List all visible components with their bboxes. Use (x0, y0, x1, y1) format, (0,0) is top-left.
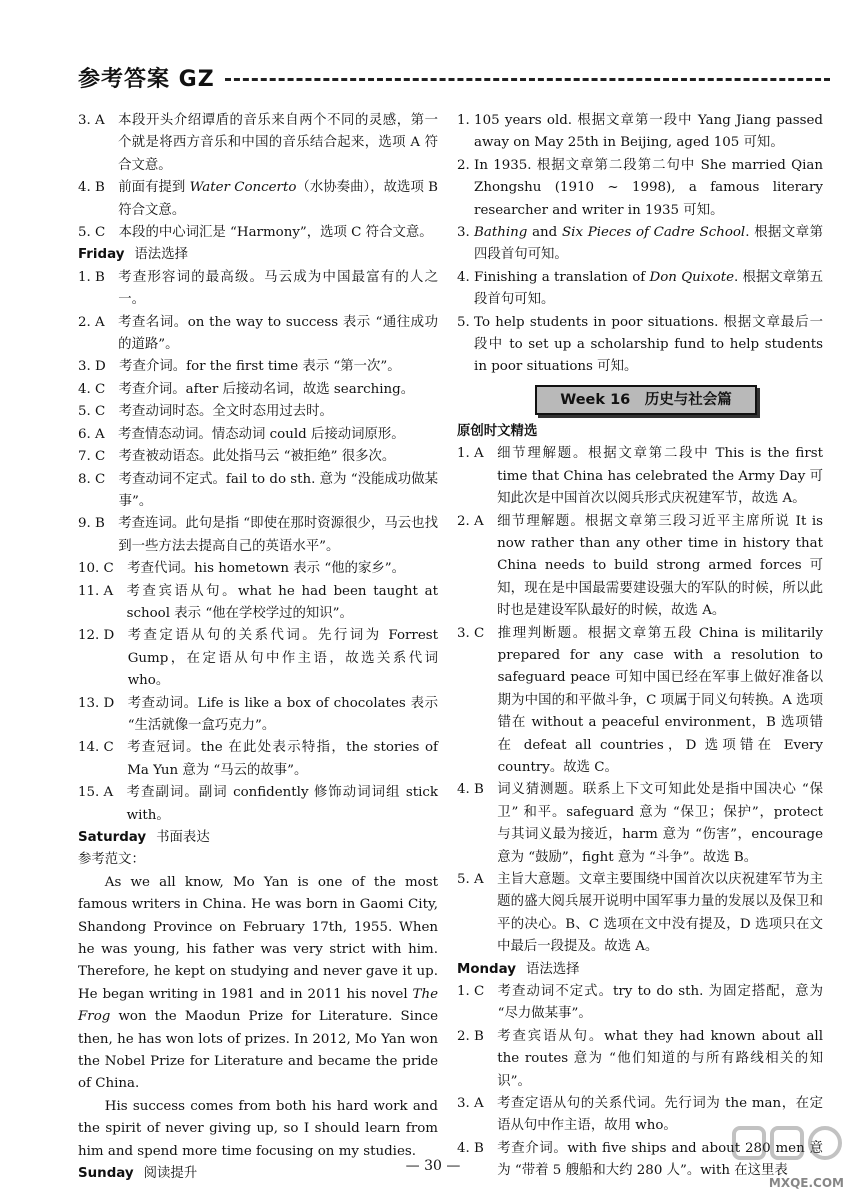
list-item: 5. To help students in poor situations. 根据文章最后一段中 to set up a scholarship fund to help students in poor situations 可知。 (457, 314, 823, 375)
section-heading-original: 原创时文精选 (457, 423, 538, 439)
list-item: 13. D 考查动词。Life is like a box of chocolates 表示 “生活就像一盒巧克力”。 (78, 695, 438, 733)
page-header (78, 62, 830, 92)
list-item: 3. Bathing and Six Pieces of Cadre School. 根据文章第四段首句可知。 (457, 225, 824, 263)
section-heading-sunday: Sunday 阅读提升 (78, 1166, 198, 1182)
left-column (78, 110, 438, 1186)
sample-label: 参考范文： (78, 852, 145, 868)
list-item: 1. C 考查动词不定式。try to do sth. 为固定搭配，意为 “尽力做某事”。 (457, 984, 823, 1022)
list-item: 4. B 考查介词。with five ships and about 280 men 意为 “带着 5 艘船和大约 280 人”。with 在这里表 (457, 1140, 823, 1179)
list-item: 14. C 考查冠词。the 在此处表示特指，the stories of Ma Yun 意为 “马云的故事”。 (78, 740, 438, 778)
section-heading-monday: Monday 语法选择 (457, 961, 580, 977)
list-item: 15. A 考查副词。副词 confidently 修饰动词词组 stick with。 (78, 785, 438, 823)
list-item: 3. A 考查定语从句的关系代词。先行词为 the man，在定语从句中作主语，故用 who。 (457, 1096, 823, 1134)
list-item: 11. A 考查宾语从句。what he had been taught at school 表示 “他在学校学过的知识”。 (78, 583, 438, 621)
section-heading-friday: Friday 语法选择 (78, 247, 188, 263)
list-item: 4. B 前面有提到 Water Concerto（水协奏曲），故选项 B 符合文意。 (78, 180, 438, 218)
list-item: 4. Finishing a translation of Don Quixote. 根据文章第五段首句可知。 (457, 269, 823, 308)
list-item: 2. A 细节理解题。根据文章第三段习近平主席所说 It is now rather than any other time in history that China needs to build strong armed forces 可知，现在是中国最需要建设强大的军队的时候，所以此时也是建设军队最好的时候，故选 A。 (457, 513, 823, 619)
reading-answers (457, 443, 823, 958)
list-item: 4. B 词义猜测题。联系上下文可知此处是指中国决心 “保卫” 和平。safeguard 意为 “保卫；保护”，protect 与其词义最为接近，harm 意为 “伤害”，encourage 意为 “鼓励”，fight 意为 “斗争”。故选 B。 (457, 782, 823, 865)
list-item: 1. 105 years old. 根据文章第一段中 Yang Jiang passed away on May 25th in Beijing, aged 105 可知。 (457, 113, 823, 151)
list-item: 3. A 本段开头介绍谭盾的音乐来自两个不同的灵感，第一个就是将西方音乐和中国的音乐结合起来，选项 A 符合文意。 (78, 113, 438, 173)
list-item: 2. In 1935. 根据文章第二段第二句中 She married Qian Zhongshu (1910 ~ 1998), a famous literary researcher and writer in 1935 可知。 (457, 157, 823, 218)
header-title: 参考答案 GZ (78, 66, 215, 92)
list-item: 1. A 细节理解题。根据文章第二段中 This is the first time that China has celebrated the Army Day 可知此次是中国首次以阅兵形式庆祝建军节，故选 A。 (457, 446, 823, 507)
right-column (457, 110, 823, 1183)
list-item: 5. C 考查动词时态。全文时态用过去时。 (78, 404, 333, 420)
list-item: 12. D 考查定语从句的关系代词。先行词为 Forrest Gump，在定语从句中作主语，故选关系代词 who。 (78, 628, 438, 689)
list-item: 9. B 考查连词。此句是指 “即使在那时资源很少，马云也找到一些方法去提高自己的英语水平”。 (78, 516, 438, 554)
list-item: 2. B 考查宾语从句。what they had known about all the routes 意为 “他们知道的与所有路线相关的知识”。 (457, 1028, 823, 1089)
page-number: — 30 — (405, 1158, 461, 1174)
list-item: 3. C 推理判断题。根据文章第五段 China is militarily prepared for any case with a resolution to safeguard peace 可知中国已经在军事上做好准备以期为中国的和平做斗争，C 项属于同义句转换。A 选项错在 without a peaceful environment，B 选项错在 defeat all countries，D 选项错在 Every country。故选 C。 (457, 625, 823, 775)
list-item: 8. C 考查动词不定式。fail to do sth. 意为 “没能成功做某事”。 (78, 471, 438, 509)
section-heading-saturday: Saturday 书面表达 (78, 830, 210, 845)
header-dashed-rule (225, 78, 830, 81)
essay-paragraph: As we all know, Mo Yan is one of the most famous writers in China. He was born in Gaomi City, Shandong Province on February 17th, 1955. When he was young, his father was very strict with him. Therefore, he kept on studying and never gave it up. He began writing in 1981 and in 2011 his novel The Frog won the Maodun Prize for Literature. Since then, he has won lots of prizes. In 2012, Mo Yan won the Nobel Prize for Literature and became the pride of China. (78, 874, 438, 1092)
watermark-text: MXQE.COM (768, 1176, 844, 1190)
week-banner (535, 385, 753, 415)
list-item: 5. C 本段的中心词汇是 “Harmony”，选项 C 符合文意。 (78, 225, 433, 241)
friday-answers (78, 267, 438, 827)
list-item: 1. B 考查形容词的最高级。马云成为中国最富有的人之一。 (78, 269, 438, 308)
week-banner-label: Week 16 历史与社会篇 (535, 385, 757, 415)
list-item: 4. C 考查介词。after 后接动名词，故选 searching。 (78, 381, 415, 397)
list-item: 2. A 考查名词。on the way to success 表示 “通往成功的道路”。 (78, 314, 438, 353)
list-item: 5. A 主旨大意题。文章主要围绕中国首次以庆祝建军节为主题的盛大阅兵展开说明中国军事力量的发展以及保卫和平的决心。B、C 选项在文中没有提及，D 选项只在文中最后一段提及。故选 A。 (457, 872, 823, 955)
list-item: 3. D 考查介词。for the first time 表示 “第一次”。 (78, 359, 401, 375)
list-item: 6. A 考查情态动词。情态动词 could 后接动词原形。 (78, 426, 405, 442)
list-item: 7. C 考查被动语态。此处指马云 “被拒绝” 很多次。 (78, 449, 396, 465)
essay-paragraph: His success comes from both his hard work and the spirit of never giving up, so I should learn from him and spend more time focusing on my studies. (78, 1098, 438, 1159)
list-item: 10. C 考查代词。his hometown 表示 “他的家乡”。 (78, 561, 405, 577)
